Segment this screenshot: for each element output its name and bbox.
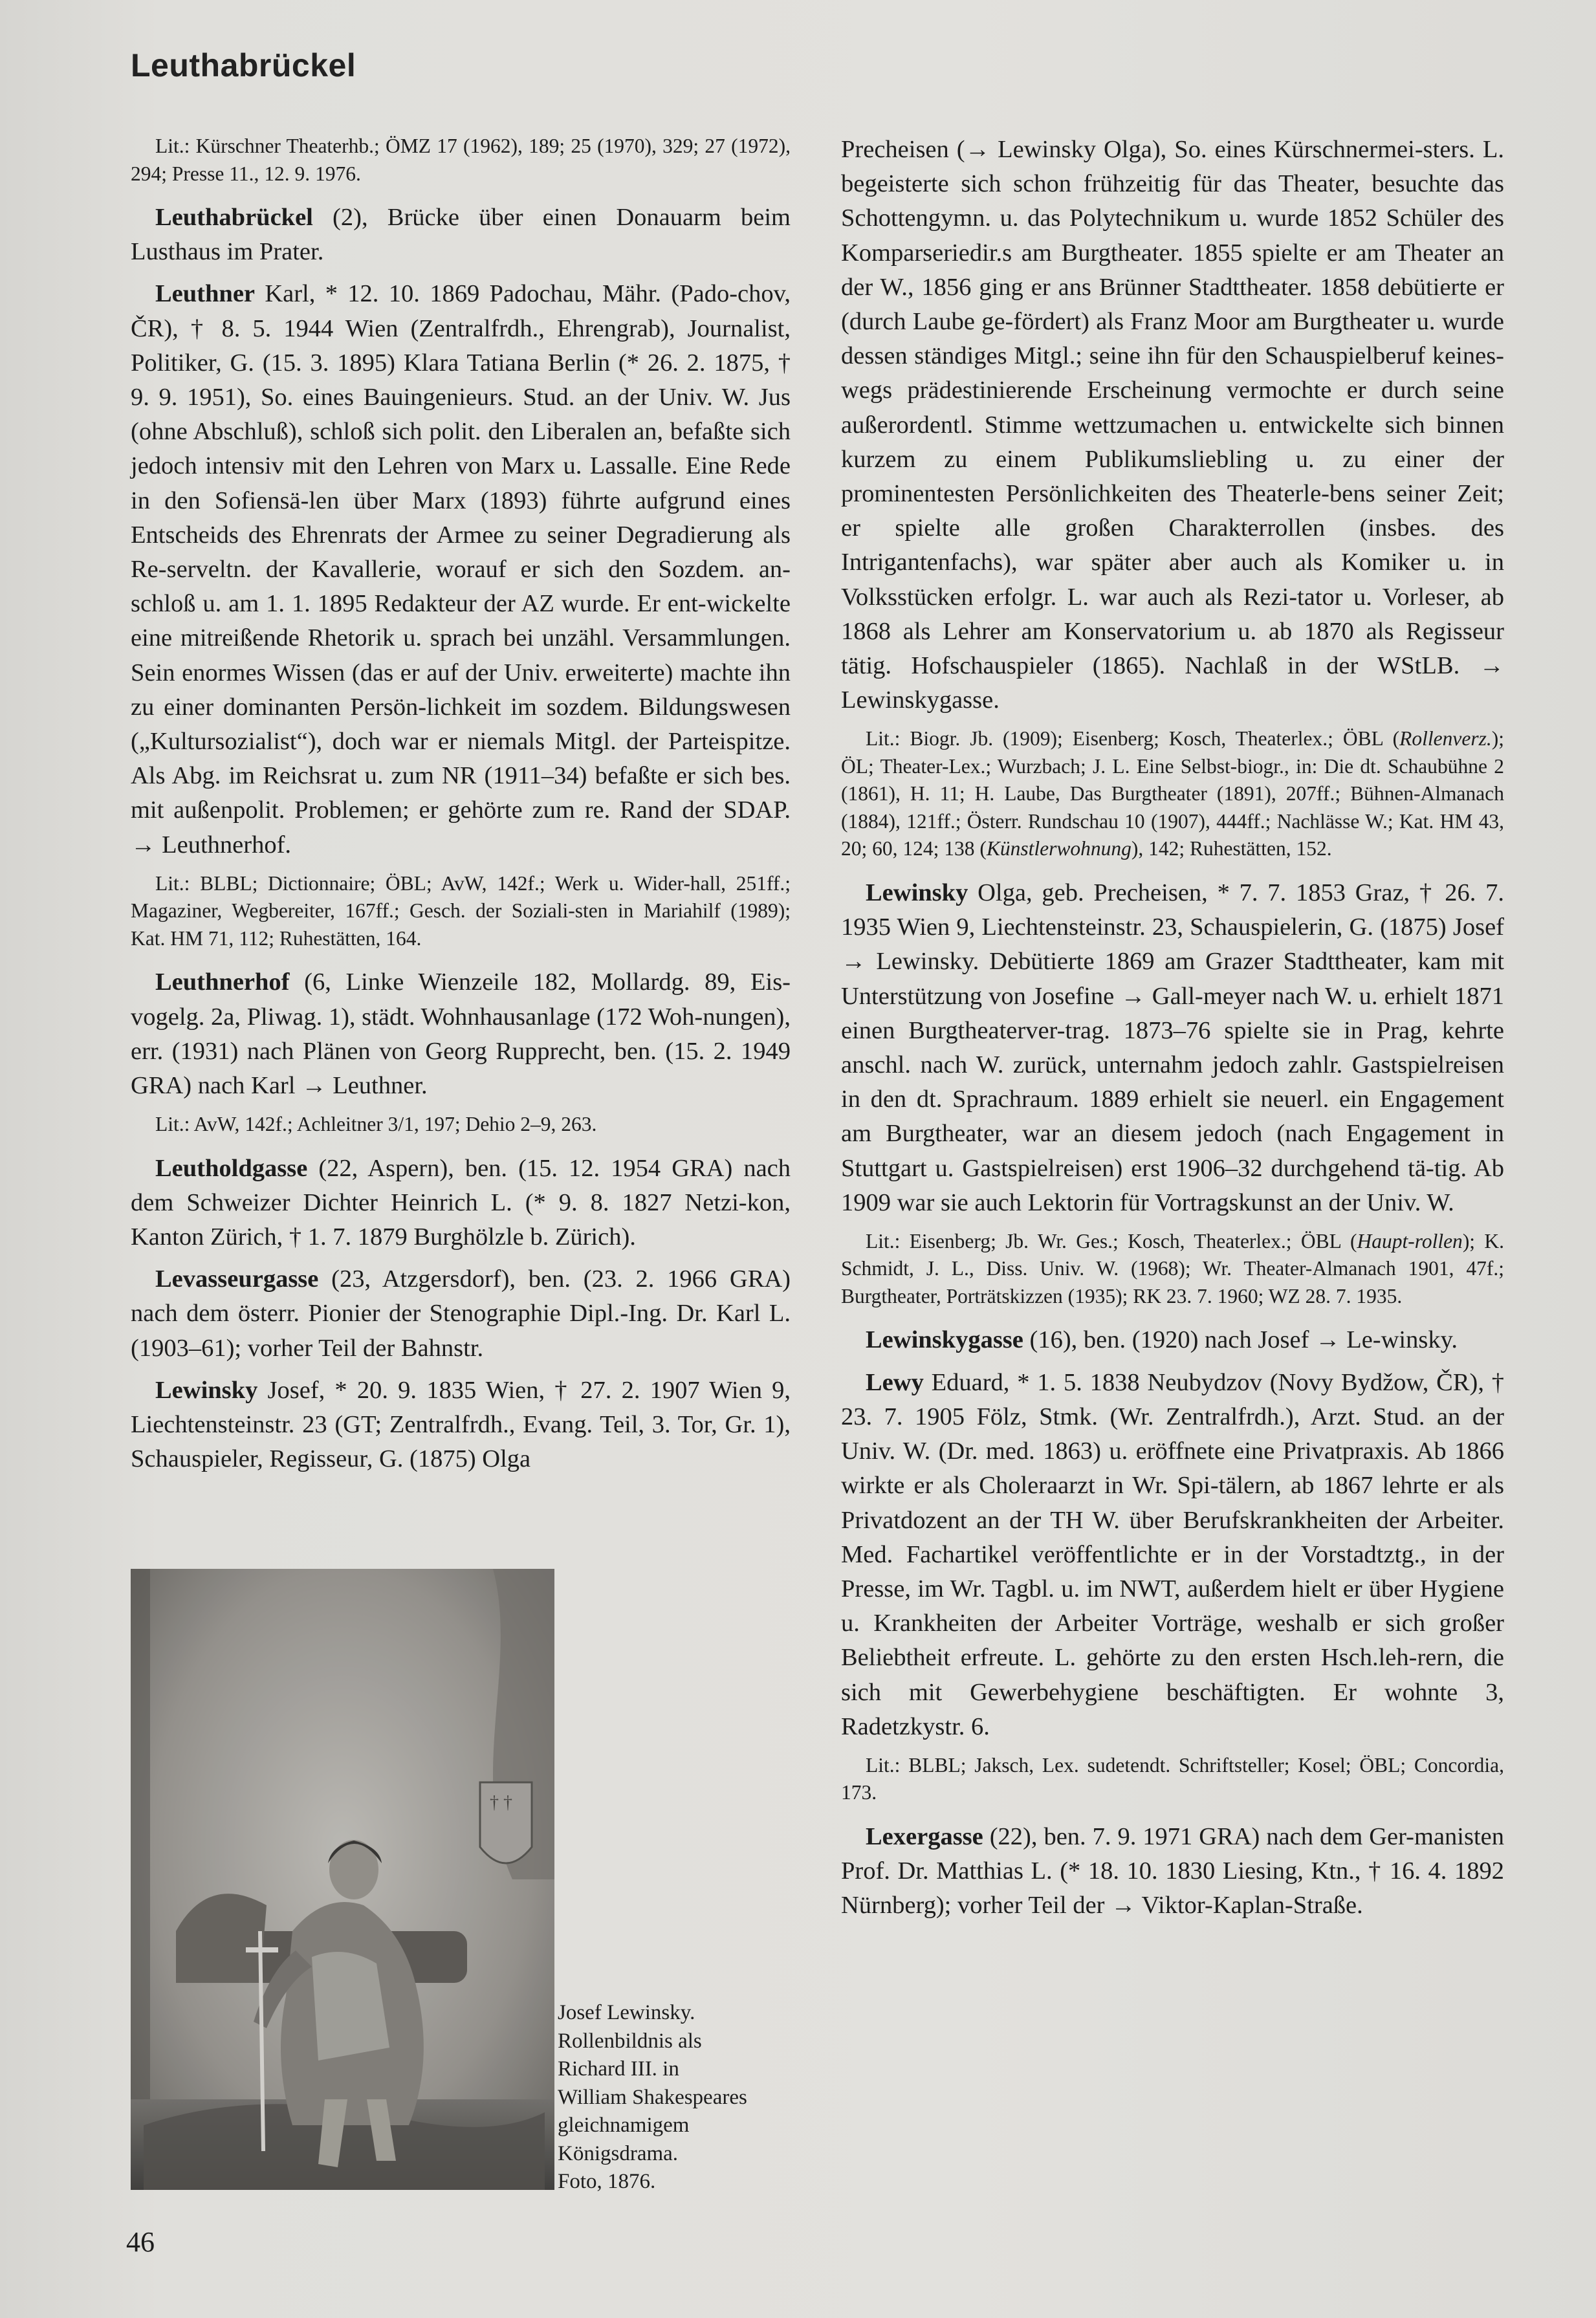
lit-text: Lit.: Biogr. Jb. (1909); Eisenberg; Kosch, Theaterlex.; ÖBL ( <box>866 727 1400 750</box>
lit-text: ); ÖL; Theater-Lex.; Wurzbach; J. L. Eine Selbst-biogr., in: Die dt. Schaubühne 2 (1861), H. 11; H. Laube, Das Burgtheater (1891), 207ff.; Bühnen-Almanach (1884), 121ff.; Österr. Rundschau 10 (1907), 444ff.; Nachlässe W.; Kat. HM 43, 20; 60, 124; 138 ( <box>841 727 1504 860</box>
entry-text: (6, Linke Wienzeile 182, Mollardg. 89, Eis-vogelg. 2a, Pliwag. 1), städt. Wohnhausanlage (172 Woh-nungen), err. (1931) nach Plänen von Georg Rupprecht, ben. (15. 2. 1949 GRA) nach Karl → Leuthner. <box>131 968 791 1099</box>
entry-leutholdgasse <box>131 1152 791 1255</box>
entry-lemma: Lewinskygasse <box>866 1326 1023 1354</box>
portrait-photo-image <box>131 1569 554 2190</box>
entry-leuthnerhof <box>131 965 791 1103</box>
caption-line: Königsdrama. <box>558 2141 679 2165</box>
entry-lewinskygasse <box>841 1323 1504 1357</box>
lit-text: ), 142; Ruhestätten, 152. <box>1131 837 1332 860</box>
entry-lexergasse <box>841 1820 1504 1923</box>
lit-reference <box>841 1228 1504 1311</box>
entry-lemma: Leuthner <box>155 280 255 308</box>
figure-caption <box>558 1999 791 2196</box>
lit-italic: Künstlerwohnung <box>986 837 1131 860</box>
caption-line: William Shakespeares <box>558 2085 747 2109</box>
entry-text: (22, Aspern), ben. (15. 12. 1954 GRA) nach dem Schweizer Dichter Heinrich L. (* 9. 8. 1827 Netzi-kon, Kanton Zürich, † 1. 7. 1879 Burghölzle b. Zürich). <box>131 1154 791 1251</box>
figure-lewinsky-portrait <box>131 1569 791 2193</box>
entry-lemma: Leutholdgasse <box>155 1154 308 1182</box>
entry-levasseurgasse <box>131 1262 791 1366</box>
entry-lemma: Lewinsky <box>155 1376 258 1404</box>
entry-text: (16), ben. (1920) nach Josef → Le-winsky. <box>1023 1326 1458 1354</box>
entry-text: Eduard, * 1. 5. 1838 Neubydzov (Novy Bydžow, ČR), † 23. 7. 1905 Fölz, Stmk. (Wr. Zentralfrdh.), Arzt. Stud. an der Univ. W. (Dr. med. 1863) u. eröffnete eine Privatpraxis. Ab 1866 wirkte er als Choleraarzt in Wr. Spi-tälern, ab 1867 lehrte er als Privatdozent an der TH W. über Berufskrankheiten der Arbeiter. Med. Fachartikel veröffentlichte er in der Vorstadtztg., in der Presse, im Wr. Tagbl. u. im NWT, außerdem hielt er über Hygiene u. Krankheiten der Arbeiter Vorträge, weshalb er sich großer Beliebtheit erfreute. L. gehörte zu den ersten Hsch.leh-rern, die sich mit Gewerbehygiene beschäftigten. Er wohnte 3, Radetzkystr. 6. <box>841 1368 1504 1740</box>
entry-lemma: Leuthnerhof <box>155 968 290 996</box>
right-column <box>841 133 1504 1931</box>
entry-lemma: Levasseurgasse <box>155 1265 319 1293</box>
entry-lemma: Lewy <box>866 1368 924 1396</box>
entry-text: (22), ben. 7. 9. 1971 GRA) nach dem Ger-manisten Prof. Dr. Matthias L. (* 18. 10. 1830 Liesing, Ktn., † 16. 4. 1892 Nürnberg); vorher Teil der → Viktor-Kaplan-Straße. <box>841 1822 1504 1919</box>
portrait-photo <box>131 1569 554 2190</box>
caption-line: Richard III. in <box>558 2057 679 2081</box>
lit-text: Lit.: Eisenberg; Jb. Wr. Ges.; Kosch, Theaterlex.; ÖBL ( <box>866 1229 1357 1252</box>
caption-line: Josef Lewinsky. <box>558 2001 695 2024</box>
entry-lewinsky-josef-continued: Precheisen (→ Lewinsky Olga), So. eines Kürschnermei-sters. L. begeisterte sich schon frühzeitig für das Theater, besuchte das Schottengymn. u. das Polytechnikum u. wurde 1852 Schüler des Komparseriedir.s am Burgtheater. 1855 spielte er am Theater an der W., 1856 ging er ans Brünner Stadttheater. 1858 debütierte er (durch Laube ge-fördert) als Franz Moor am Burgtheater u. wurde dessen ständiges Mitgl.; seine ihn für den Schauspielberuf keines-wegs prädestinierende Erscheinung vermochte er durch seine außerordentl. Stimme wettzumachen u. entwickelte sich binnen kurzem zu einem Publikumsliebling u. zu einer der prominentesten Persönlichkeiten des Theaterle-bens seiner Zeit; er spielte alle großen Charakterrollen (insbes. des Intrigantenfachs), war später aber auch als Komiker u. in Volksstücken erfolgr. L. war auch als Rezi-tator u. Vorleser, ab 1868 als Lehrer am Konservatorium u. ab 1870 als Regisseur tätig. Hofschauspieler (1865). Nachlaß in der WStLB. → Lewinskygasse. <box>841 136 1504 714</box>
entry-lewinsky-olga <box>841 876 1504 1220</box>
entry-text: Josef, * 20. 9. 1835 Wien, † 27. 2. 1907 Wien 9, Liechtensteinstr. 23 (GT; Zentralfrdh., Evang. Teil, 3. Tor, Gr. 1), Schauspieler, Regisseur, G. (1875) Olga <box>131 1376 791 1473</box>
lit-text: ); K. Schmidt, J. L., Diss. Univ. W. (1968); Wr. Theater-Almanach 1901, 47f.; Burgtheater, Porträtskizzen (1935); RK 23. 7. 1960; WZ 28. 7. 1935. <box>841 1229 1504 1307</box>
svg-text:† †: † † <box>490 1793 512 1813</box>
running-head: Leuthabrückel <box>131 47 356 83</box>
entry-text: (23, Atzgersdorf), ben. (23. 2. 1966 GRA) nach dem österr. Pionier der Stenographie Dipl.-Ing. Dr. Karl L. (1903–61); vorher Teil der Bahnstr. <box>131 1265 791 1362</box>
entry-lemma: Lewinsky <box>866 879 968 906</box>
lit-italic: Haupt-rollen <box>1357 1229 1463 1252</box>
left-column <box>131 133 791 1485</box>
entry-leuthabrueckel <box>131 201 791 269</box>
lit-reference <box>841 725 1504 863</box>
entry-lewinsky-josef <box>131 1373 791 1477</box>
entry-text: (2), Brücke über einen Donauarm beim Lusthaus im Prater. <box>131 204 791 266</box>
lit-italic: Rollenverz. <box>1399 727 1492 750</box>
entry-text: Olga, geb. Precheisen, * 7. 7. 1853 Graz, † 26. 7. 1935 Wien 9, Liechtensteinstr. 23, Schauspielerin, G. (1875) Josef → Lewinsky. Debütierte 1869 am Grazer Stadttheater, kam mit Unterstützung von Josefine → Gall-meyer nach W. u. erhielt 1871 einen Burgtheaterver-trag. 1873–76 spielte sie in Prag, kehrte anschl. nach W. zurück, unternahm jedoch zahlr. Gastspielreisen in den dt. Sprachraum. 1889 erhielt sie neuerl. ein Engagement am Burgtheater, war an diesem jedoch (nach Engagement in Stuttgart u. Gastspielreisen) erst 1906–32 durchgehend tä-tig. Ab 1909 war sie auch Lektorin für Vortragskunst an der Univ. W. <box>841 879 1504 1216</box>
page-number: 46 <box>126 2226 155 2258</box>
caption-line: Foto, 1876. <box>558 2170 656 2193</box>
entry-leuthner <box>131 277 791 862</box>
entry-lewy <box>841 1366 1504 1744</box>
entry-lemma: Lexergasse <box>866 1822 983 1850</box>
entry-text: Karl, * 12. 10. 1869 Padochau, Mähr. (Pado-chov, ČR), † 8. 5. 1944 Wien (Zentralfrdh., Ehrengrab), Journalist, Politiker, G. (15. 3. 1895) Klara Tatiana Berlin (* 26. 2. 1875, † 9. 9. 1951), So. eines Bauingenieurs. Stud. an der Univ. W. Jus (ohne Abschluß), schloß sich polit. den Liberalen an, befaßte sich jedoch intensiv mit den Lehren von Marx u. Lassalle. Eine Rede in den Sofiensä-len über Marx (1893) führte aufgrund eines Entscheids des Ehrenrats der Armee zu seiner Degradierung als Re-serveltn. der Kavallerie, worauf er sich den Sozdem. an-schloß u. am 1. 1. 1895 Redakteur der AZ wurde. Er ent-wickelte eine mitreißende Rhetorik u. sprach bei unzähl. Versammlungen. Sein enormes Wissen (das er auf der Univ. erweiterte) machte ihn zu einer dominanten Persön-lichkeit im sozdem. Bildungswesen („Kultursozialist“), doch war er niemals Mitgl. der Parteispitze. Als Abg. im Reichsrat u. zum NR (1911–34) befaßte er sich bes. mit außenpolit. Problemen; er gehörte zum re. Rand der SDAP. → Leuthnerhof. <box>131 280 791 858</box>
lit-reference: Lit.: BLBL; Dictionnaire; ÖBL; AvW, 142f.; Werk u. Wider-hall, 251ff.; Magaziner, Wegbereiter, 167ff.; Gesch. der Soziali-sten in Mariahilf (1989); Kat. HM 71, 112; Ruhestätten, 164. <box>131 871 791 950</box>
lit-reference: Lit.: BLBL; Jaksch, Lex. sudetendt. Schriftsteller; Kosel; ÖBL; Concordia, 173. <box>841 1753 1504 1804</box>
entry-lemma: Leuthabrückel <box>155 204 313 231</box>
lit-reference: Lit.: Kürschner Theaterhb.; ÖMZ 17 (1962), 189; 25 (1970), 329; 27 (1972), 294; Presse 11., 12. 9. 1976. <box>131 135 791 185</box>
caption-line: Rollenbildnis als <box>558 2029 702 2053</box>
caption-line: gleichnamigem <box>558 2114 690 2137</box>
lit-reference: Lit.: AvW, 142f.; Achleitner 3/1, 197; Dehio 2–9, 263. <box>155 1113 597 1136</box>
